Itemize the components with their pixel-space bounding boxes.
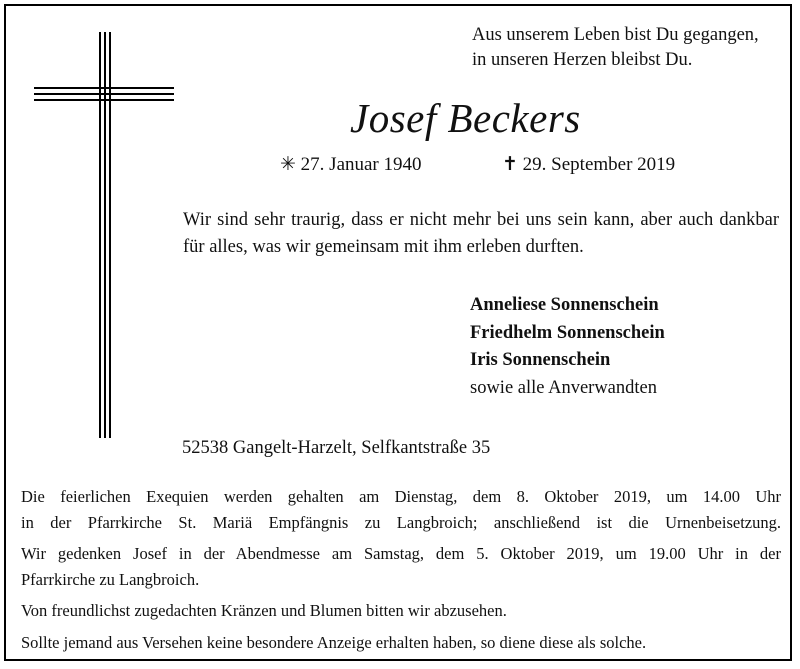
quote-line-1: Aus unserem Leben bist Du gegangen,: [472, 25, 759, 45]
address: 52538 Gangelt-Harzelt, Selfkantstraße 35: [182, 438, 491, 458]
exequies-line-1: Die feierlichen Exequien werden gehalten am Dienstag, dem 8. Oktober 2019, um 14.00 Uhr: [21, 487, 781, 506]
mass-line-2: Pfarrkirche zu Langbroich.: [21, 569, 200, 589]
obituary-card: [4, 4, 792, 661]
family-member: Anneliese Sonnenschein: [470, 295, 659, 315]
memorial-quote: [472, 23, 759, 73]
family-member: Iris Sonnenschein: [470, 350, 611, 370]
family-member: Friedhelm Sonnenschein: [470, 322, 665, 343]
cross-icon: [34, 32, 174, 438]
death-date: 29. September 2019: [522, 154, 676, 175]
no-notice-line: Sollte jemand aus Versehen keine besondere Anzeige erhalten haben, so diene diese als solche.: [21, 632, 647, 652]
deceased-name: Josef Beckers: [350, 95, 581, 141]
asterisk-icon: ✳: [280, 154, 296, 175]
birth-date-line: [280, 153, 422, 176]
mass-line-1: Wir gedenken Josef in der Abendmesse am Samstag, dem 5. Oktober 2019, um 19.00 Uhr in der: [21, 544, 781, 563]
mourning-text: Wir sind sehr traurig, dass er nicht mehr bei uns sein kann, aber auch dankbar für alles, was wir gemeinsam mit ihm erleben durften.: [183, 210, 779, 257]
quote-line-2: in unseren Herzen bleibst Du.: [472, 50, 693, 70]
death-date-line: [502, 153, 675, 176]
service-notice: [21, 484, 781, 659]
relatives-line: sowie alle Anverwandten: [470, 377, 657, 398]
exequies-line-2: in der Pfarrkirche St. Mariä Empfängnis zu Langbroich; anschließend ist die Urnenbeisetzung.: [21, 512, 781, 532]
family-signature: [470, 292, 665, 402]
flowers-request: Von freundlichst zugedachten Kränzen und Blumen bitten wir abzusehen.: [21, 601, 507, 620]
birth-date: 27. Januar 1940: [300, 154, 422, 175]
dagger-icon: ✝: [502, 154, 518, 175]
